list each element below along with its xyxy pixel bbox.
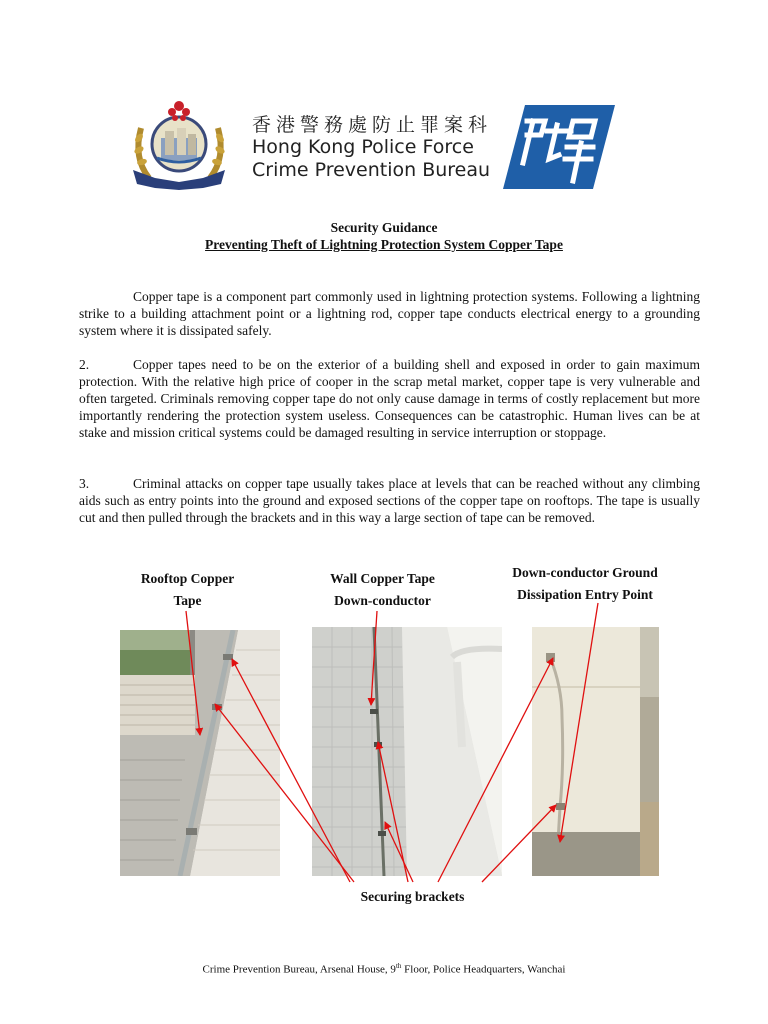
org-name-chinese: 香港警務處防止罪案科 <box>252 114 493 136</box>
paragraph-3 <box>79 475 700 526</box>
crime-prevention-logo-icon <box>497 103 615 191</box>
document-heading: Security Guidance <box>330 220 438 235</box>
org-name-english-line-2: Crime Prevention Bureau <box>252 159 491 181</box>
paragraph-2-text: Copper tapes need to be on the exterior of a building shell and exposed in order to gain maximum protection. With the relative high price of cooper in the scrap metal market, copper tape is very vulnerable and often targeted. Criminals removing copper tape do not only cause damage in terms of costly replacement but more importantly rendering the protection system useless. Consequences can be catastrophic. Human lives can be at stake and mission critical systems could be damaged resulting in service interruption or stoppage. <box>79 357 700 440</box>
paragraph-2 <box>79 356 700 441</box>
paragraph-3-number: 3. <box>79 476 90 491</box>
caption-ground-line-2: Dissipation Entry Point <box>517 587 653 602</box>
caption-rooftop-line-1: Rooftop Copper <box>140 571 235 586</box>
ground-entry-point-photo <box>532 627 659 876</box>
footer-superscript: th <box>395 962 402 970</box>
org-name-english-line-1: Hong Kong Police Force <box>252 136 474 158</box>
wall-copper-tape-photo <box>312 627 502 876</box>
footer-text-end: Floor, Police Headquarters, Wanchai <box>401 963 566 976</box>
paragraph-1 <box>79 288 700 339</box>
rooftop-copper-tape-photo <box>120 630 280 876</box>
paragraph-1-text: Copper tape is a component part commonly used in lightning protection systems. Following a lightning strike to a building attachment point or a lightning rod, copper tape conducts electrical energy to a grounding system where it is dissipated safely. <box>79 289 700 338</box>
caption-wall-line-2: Down-conductor <box>334 593 431 608</box>
hong-kong-police-emblem-icon <box>127 98 232 190</box>
caption-rooftop-line-2: Tape <box>173 593 202 608</box>
document-subheading: Preventing Theft of Lightning Protection System Copper Tape <box>205 237 563 252</box>
caption-ground-line-1: Down-conductor Ground <box>512 565 658 580</box>
paragraph-2-number: 2. <box>79 357 90 372</box>
footer-text-start: Crime Prevention Bureau, Arsenal House, 9 <box>202 963 396 976</box>
caption-wall-line-1: Wall Copper Tape <box>330 571 435 586</box>
paragraph-3-text: Criminal attacks on copper tape usually takes place at levels that can be reached without any climbing aids such as entry points into the ground and exposed sections of the copper tape on rooftops. The tape is usually cut and then pulled through the brackets and in this way a large section of tape can be removed. <box>79 476 700 525</box>
securing-brackets-label: Securing brackets <box>360 889 465 904</box>
footer-address <box>0 962 768 976</box>
